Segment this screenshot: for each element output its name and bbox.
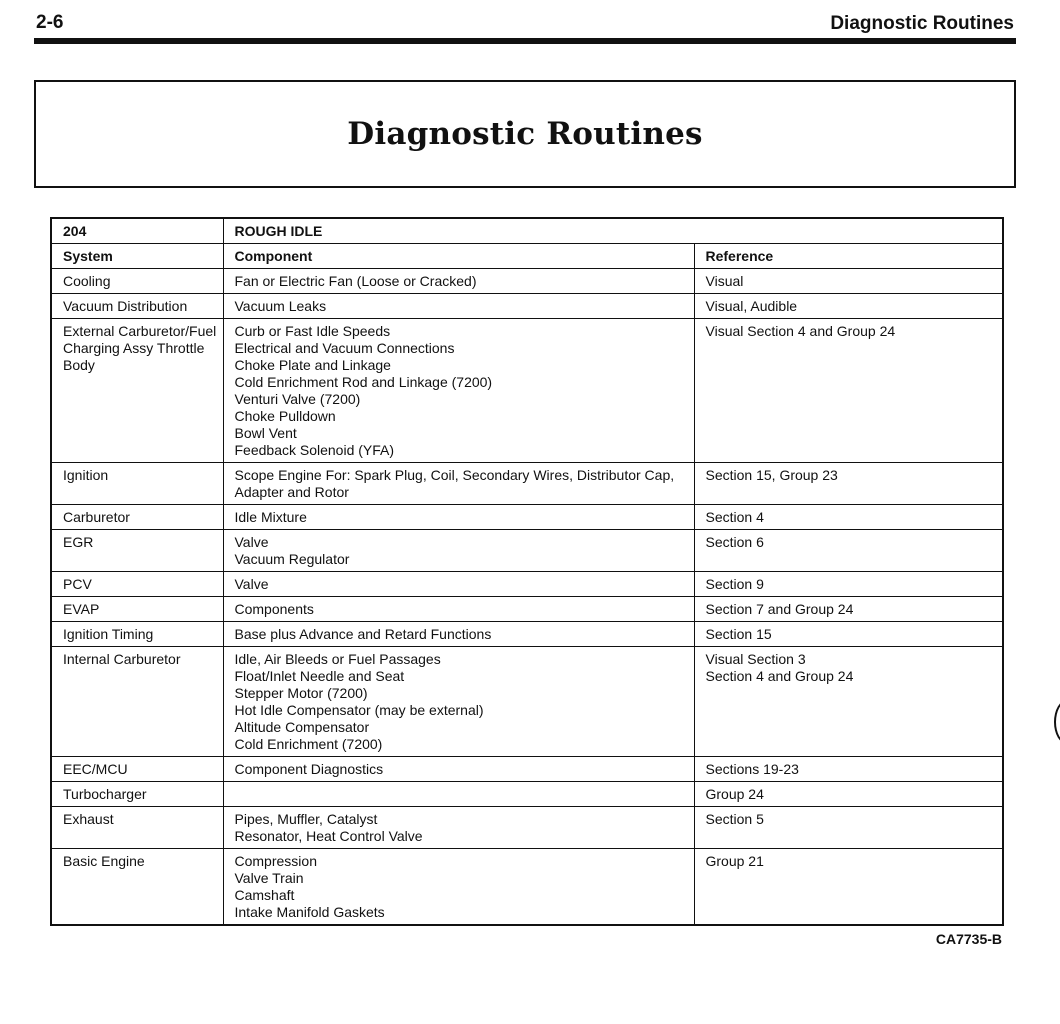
- component-line: Hot Idle Compensator (may be external): [234, 702, 484, 718]
- table-row: [51, 849, 1003, 926]
- table-row: [51, 757, 1003, 782]
- reference-cell: [694, 807, 1003, 849]
- table-row: [51, 269, 1003, 294]
- component-line: Stepper Motor (7200): [234, 685, 368, 701]
- reference-line: Sections 19-23: [705, 761, 799, 777]
- reference-cell: [694, 757, 1003, 782]
- component-line: Scope Engine For: Spark Plug, Coil, Secondary Wires, Distributor Cap,: [234, 467, 675, 483]
- system-line: Vacuum Distribution: [63, 298, 188, 314]
- component-line: Valve: [234, 534, 269, 550]
- component-line: Compression: [234, 853, 317, 869]
- table-row: [51, 319, 1003, 463]
- component-cell: [223, 597, 694, 622]
- system-line: Cooling: [63, 273, 111, 289]
- component-cell: [223, 622, 694, 647]
- component-line: Altitude Compensator: [234, 719, 370, 735]
- system-line: EGR: [63, 534, 94, 550]
- system-line: Internal Carburetor: [63, 651, 181, 667]
- component-line: Component Diagnostics: [234, 761, 384, 777]
- routine-code: 204: [51, 218, 223, 244]
- component-line: Cold Enrichment Rod and Linkage (7200): [234, 374, 493, 390]
- reference-cell: [694, 597, 1003, 622]
- system-cell: [51, 849, 223, 926]
- system-line: Ignition Timing: [63, 626, 154, 642]
- component-cell: [223, 269, 694, 294]
- table-row: [51, 294, 1003, 319]
- reference-line: Visual Section 3: [705, 651, 806, 667]
- component-line: Choke Pulldown: [234, 408, 336, 424]
- reference-cell: [694, 463, 1003, 505]
- table-row: [51, 597, 1003, 622]
- system-cell: [51, 622, 223, 647]
- table-code-row: [51, 218, 1003, 244]
- table-row: [51, 647, 1003, 757]
- column-header-reference: Reference: [694, 244, 1003, 269]
- component-line: Resonator, Heat Control Valve: [234, 828, 423, 844]
- system-line: External Carburetor/Fuel: [63, 323, 217, 339]
- system-cell: [51, 505, 223, 530]
- system-line: EVAP: [63, 601, 100, 617]
- component-line: Vacuum Regulator: [234, 551, 350, 567]
- reference-line: Section 9: [705, 576, 764, 592]
- column-header-component: Component: [223, 244, 694, 269]
- component-cell: [223, 807, 694, 849]
- system-cell: [51, 782, 223, 807]
- table-row: [51, 463, 1003, 505]
- system-cell: [51, 294, 223, 319]
- reference-cell: [694, 269, 1003, 294]
- system-cell: [51, 757, 223, 782]
- component-cell: [223, 505, 694, 530]
- component-line: Valve Train: [234, 870, 304, 886]
- table-row: [51, 782, 1003, 807]
- diagnostic-table: [50, 217, 1004, 926]
- component-line: Float/Inlet Needle and Seat: [234, 668, 405, 684]
- column-header-system: System: [51, 244, 223, 269]
- system-cell: [51, 597, 223, 622]
- reference-line: Section 15: [705, 626, 772, 642]
- system-cell: [51, 269, 223, 294]
- table-row: [51, 622, 1003, 647]
- component-line: Pipes, Muffler, Catalyst: [234, 811, 378, 827]
- reference-line: Section 7 and Group 24: [705, 601, 854, 617]
- component-cell: [223, 530, 694, 572]
- system-line: Turbocharger: [63, 786, 147, 802]
- component-line: Electrical and Vacuum Connections: [234, 340, 455, 356]
- component-cell: [223, 782, 694, 807]
- table-row: [51, 807, 1003, 849]
- system-line: PCV: [63, 576, 92, 592]
- system-line: Exhaust: [63, 811, 114, 827]
- system-line: EEC/MCU: [63, 761, 128, 777]
- system-line: Carburetor: [63, 509, 130, 525]
- component-line: Fan or Electric Fan (Loose or Cracked): [234, 273, 477, 289]
- system-cell: [51, 463, 223, 505]
- reference-cell: [694, 294, 1003, 319]
- reference-line: Section 5: [705, 811, 764, 827]
- page-number: 2-6: [36, 12, 64, 33]
- page-edge-binding-mark: [1054, 700, 1060, 744]
- system-line: Body: [63, 357, 95, 373]
- reference-cell: [694, 622, 1003, 647]
- system-line: Charging Assy Throttle: [63, 340, 205, 356]
- component-line: Idle, Air Bleeds or Fuel Passages: [234, 651, 441, 667]
- reference-line: Section 6: [705, 534, 764, 550]
- component-cell: [223, 572, 694, 597]
- table-header-row: [51, 244, 1003, 269]
- reference-line: Section 15, Group 23: [705, 467, 838, 483]
- reference-cell: [694, 319, 1003, 463]
- component-line: Valve: [234, 576, 269, 592]
- reference-cell: [694, 782, 1003, 807]
- table-row: [51, 530, 1003, 572]
- component-line: Venturi Valve (7200): [234, 391, 361, 407]
- component-cell: [223, 319, 694, 463]
- table-row: [51, 572, 1003, 597]
- component-line: Cold Enrichment (7200): [234, 736, 383, 752]
- figure-code: CA7735-B: [935, 931, 1002, 947]
- reference-line: Section 4: [705, 509, 764, 525]
- component-line: Base plus Advance and Retard Functions: [234, 626, 492, 642]
- reference-line: Visual: [705, 273, 744, 289]
- component-line: Vacuum Leaks: [234, 298, 327, 314]
- component-line: Feedback Solenoid (YFA): [234, 442, 395, 458]
- component-cell: [223, 849, 694, 926]
- component-line: Idle Mixture: [234, 509, 307, 525]
- component-cell: [223, 294, 694, 319]
- reference-cell: [694, 572, 1003, 597]
- reference-line: Visual, Audible: [705, 298, 798, 314]
- component-line: Intake Manifold Gaskets: [234, 904, 385, 920]
- header-rule: [34, 38, 1016, 44]
- component-line: Components: [234, 601, 314, 617]
- reference-line: Group 24: [705, 786, 764, 802]
- system-line: Ignition: [63, 467, 109, 483]
- reference-cell: [694, 647, 1003, 757]
- component-cell: [223, 757, 694, 782]
- running-header-title: Diagnostic Routines: [830, 13, 1014, 34]
- component-cell: [223, 463, 694, 505]
- component-line: Curb or Fast Idle Speeds: [234, 323, 391, 339]
- page-title: Diagnostic Routines: [347, 116, 703, 152]
- reference-cell: [694, 849, 1003, 926]
- component-line: Adapter and Rotor: [234, 484, 349, 500]
- system-cell: [51, 530, 223, 572]
- component-line: Camshaft: [234, 887, 295, 903]
- component-cell: [223, 647, 694, 757]
- reference-line: Visual Section 4 and Group 24: [705, 323, 896, 339]
- component-line: Bowl Vent: [234, 425, 297, 441]
- reference-line: Section 4 and Group 24: [705, 668, 854, 684]
- system-cell: [51, 807, 223, 849]
- table-row: [51, 505, 1003, 530]
- reference-cell: [694, 530, 1003, 572]
- reference-cell: [694, 505, 1003, 530]
- title-box: [34, 80, 1016, 188]
- component-line: Choke Plate and Linkage: [234, 357, 391, 373]
- routine-symptom: ROUGH IDLE: [223, 218, 1003, 244]
- system-cell: [51, 319, 223, 463]
- system-line: Basic Engine: [63, 853, 145, 869]
- system-cell: [51, 572, 223, 597]
- reference-line: Group 21: [705, 853, 764, 869]
- system-cell: [51, 647, 223, 757]
